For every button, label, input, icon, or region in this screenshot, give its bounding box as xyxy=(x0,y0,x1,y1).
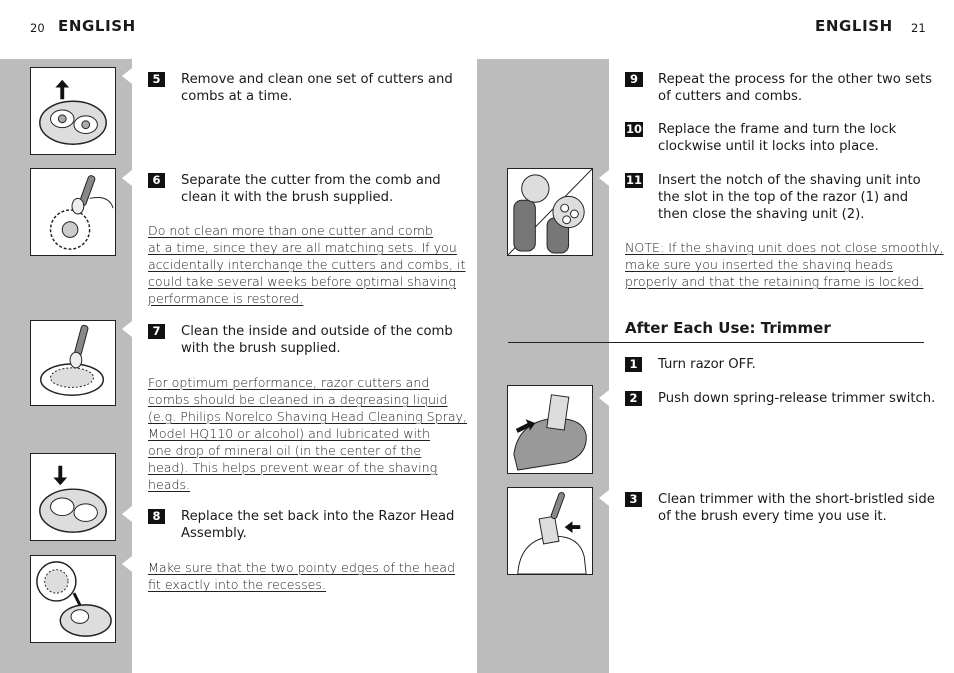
step-number-badge: 7 xyxy=(148,324,165,339)
step-text: Separate the cutter from the comb and clean it with the brush supplied. xyxy=(181,173,441,205)
note-text: NOTE: If the shaving unit does not close smoothly, make sure you inserted the shaving heads properly and that the retaining frame is locked. xyxy=(625,240,944,289)
shaving-head-recess-illustration xyxy=(30,555,116,643)
step-text: Clean the inside and outside of the comb with the brush supplied. xyxy=(181,324,453,356)
trimmer-switch-illustration xyxy=(507,385,593,474)
brush-cutter-illustration xyxy=(30,168,116,256)
note-text: Do not clean more than one cutter and comb at a time, since they are all matching sets. If you accidentally interchange the cutters and combs, it could take several weeks before optimal shaving performance is restored. xyxy=(148,223,466,306)
step-text: Remove and clean one set of cutters and combs at a time. xyxy=(181,72,453,104)
step-text: Clean trimmer with the short-bristled side of the brush every time you use it. xyxy=(658,492,935,524)
step-number-badge: 8 xyxy=(148,509,165,524)
note-text: Make sure that the two pointy edges of the head fit exactly into the recesses. xyxy=(148,560,456,592)
step-text: Turn razor OFF. xyxy=(658,357,756,372)
page-title: ENGLISH xyxy=(58,17,136,35)
page-number: 21 xyxy=(911,21,926,35)
step-number-badge: 5 xyxy=(148,72,165,87)
shaving-head-remove-illustration xyxy=(30,67,116,155)
step-number-badge: 11 xyxy=(625,173,642,187)
step-text: Insert the notch of the shaving unit into the slot in the top of the razor (1) and then close the shaving unit (2). xyxy=(658,173,921,222)
step-number-badge: 1 xyxy=(625,357,642,372)
step-number-badge: 3 xyxy=(625,492,642,507)
razor-insert-unit-illustration xyxy=(507,168,593,256)
brush-comb-illustration xyxy=(30,320,116,406)
step-text: Push down spring-release trimmer switch. xyxy=(658,391,936,406)
page-title: ENGLISH xyxy=(815,17,893,35)
step-number-badge: 9 xyxy=(625,72,643,87)
trimmer-brush-illustration xyxy=(507,487,593,575)
step-number-badge: 6 xyxy=(148,173,165,188)
note-text: For optimum performance, razor cutters and combs should be cleaned in a degreasing liquid (e.g. Philips Norelco Shaving Head Cleaning Spray, Model HQ110 or alcohol) and lubricated with one drop of mineral oil (in the center of the head). This helps prevent wear of the shaving heads. xyxy=(148,375,468,492)
side-band xyxy=(477,59,609,673)
shaving-head-replace-illustration xyxy=(30,453,116,541)
page-number: 20 xyxy=(30,21,45,35)
step-text: Replace the set back into the Razor Head Assembly. xyxy=(181,509,455,541)
step-text: Replace the frame and turn the lock clockwise until it locks into place. xyxy=(658,122,897,154)
step-number-badge: 2 xyxy=(625,391,642,406)
step-text: Repeat the process for the other two sets of cutters and combs. xyxy=(658,72,933,104)
section-heading: After Each Use: Trimmer xyxy=(625,319,831,337)
step-number-badge: 10 xyxy=(625,122,642,136)
section-divider xyxy=(508,342,924,343)
